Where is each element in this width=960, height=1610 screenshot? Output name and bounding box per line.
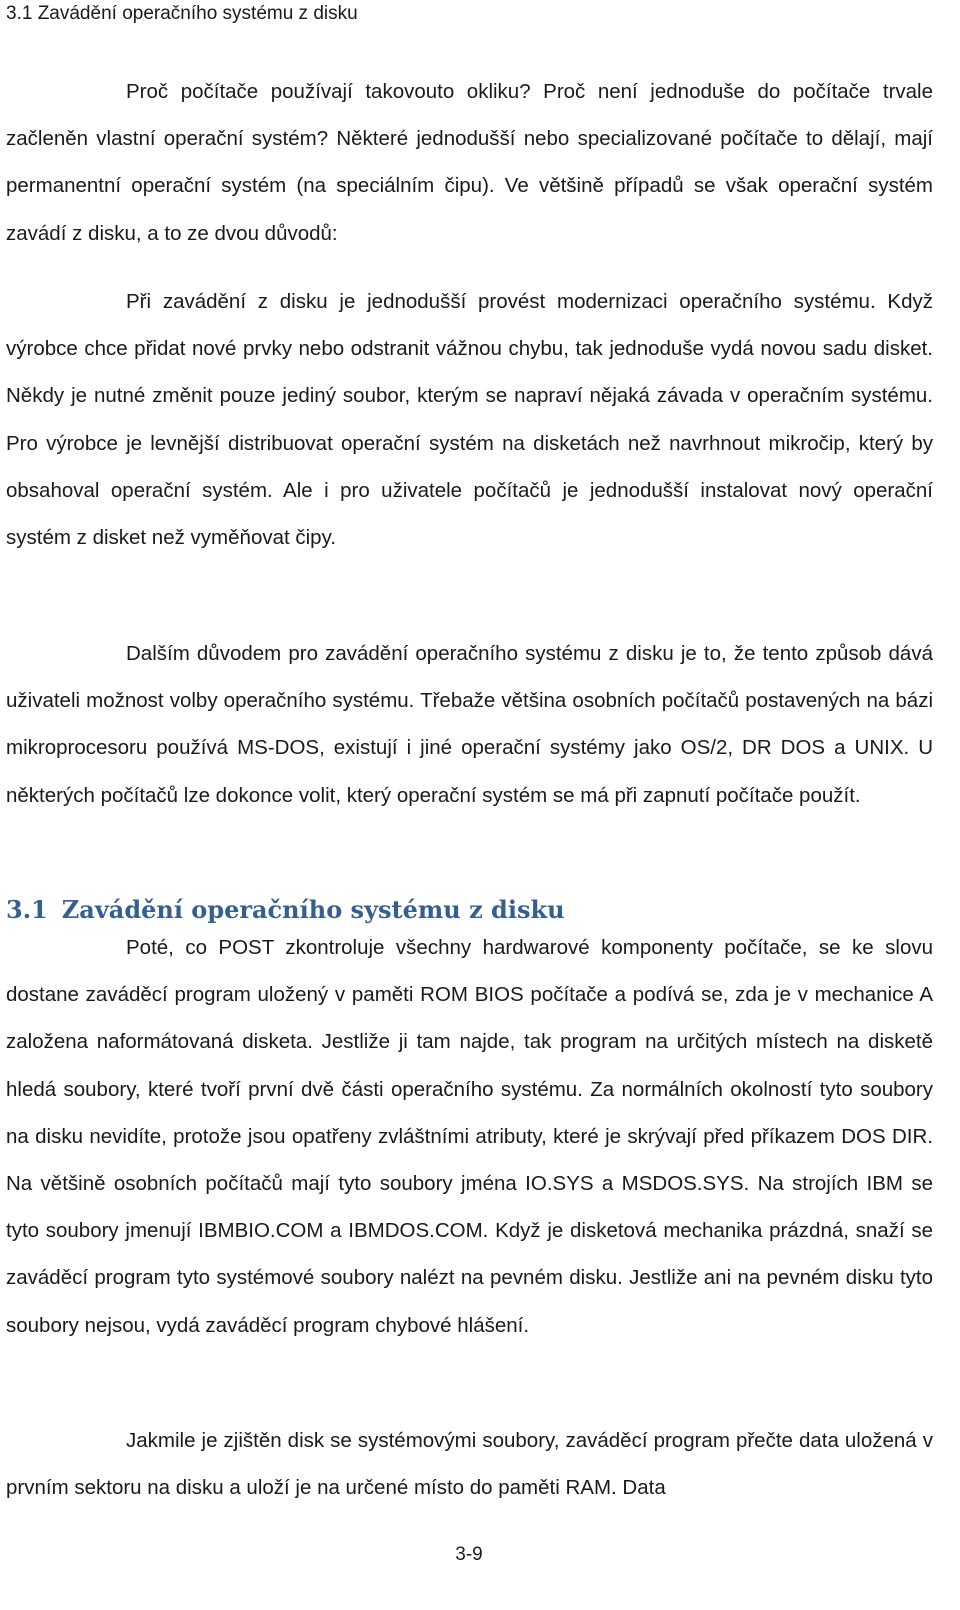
paragraph-first-sector: Jakmile je zjištěn disk se systémovými soubory, zaváděcí program přečte data uložená v prvním sektoru na disku a uloží je na určené místo do paměti RAM. Data xyxy=(6,1429,933,1500)
paragraph-os-choice: Dalším důvodem pro zavádění operačního systému z disku je to, že tento způsob dává uživateli možnost volby operačního systému. Třebaže většina osobních počítačů postavených na bázi mikroprocesoru používá MS-DOS, existují i jiné operační systémy jako OS/2, DR DOS a UNIX. U některých počítačů lze dokonce volit, který operační systém se má při zapnutí počítače použít. xyxy=(6,642,933,807)
page-number: 3-9 xyxy=(455,1544,483,1565)
section-title: Zavádění operačního systému z disku xyxy=(61,895,565,924)
paragraph-why-disk: Proč počítače používají takovouto okliku? Proč není jednoduše do počítače trvale začleněn vlastní operační systém? Některé jednodušší nebo specializované počítače to dělají, mají permanentní operační systém (na speciálním čipu). Ve většině případů se však operační systém zavádí z disku, a to ze dvou důvodů: xyxy=(6,80,933,245)
paragraph-modernization: Při zavádění z disku je jednodušší provést modernizaci operačního systému. Když výrobce chce přidat nové prvky nebo odstranit vážnou chybu, tak jednoduše vydá novou sadu disket. Někdy je nutné změnit pouze jediný soubor, kterým se napraví nějaká závada v operačním systému. Pro výrobce je levnější distribuovat operační systém na disketách než navrhnout mikročip, který by obsahoval operační systém. Ale i pro uživatele počítačů je jednodušší instalovat nový operační systém z disket než vyměňovat čipy. xyxy=(6,290,933,550)
section-number: 3.1 xyxy=(6,895,48,924)
running-header: 3.1 Zavádění operačního systému z disku xyxy=(6,3,358,24)
paragraph-boot-loader: Poté, co POST zkontroluje všechny hardwarové komponenty počítače, se ke slovu dostane zaváděcí program uložený v paměti ROM BIOS počítače a podívá se, zda je v mechanice A založena naformátovaná disketa. Jestliže ji tam najde, tak program na určitých místech na disketě hledá soubory, které tvoří první dvě části operačního systému. Za normálních okolností tyto soubory na disku nevidíte, protože jsou opatřeny zvláštními atributy, které je skrývají před příkazem DOS DIR. Na většině osobních počítačů mají tyto soubory jména IO.SYS a MSDOS.SYS. Na strojích IBM se tyto soubory jmenují IBMBIO.COM a IBMDOS.COM. Když je disketová mechanika prázdná, snaží se zaváděcí program tyto systémové soubory nalézt na pevném disku. Jestliže ani na pevném disku tyto soubory nejsou, vydá zaváděcí program chybové hlášení. xyxy=(6,936,933,1337)
